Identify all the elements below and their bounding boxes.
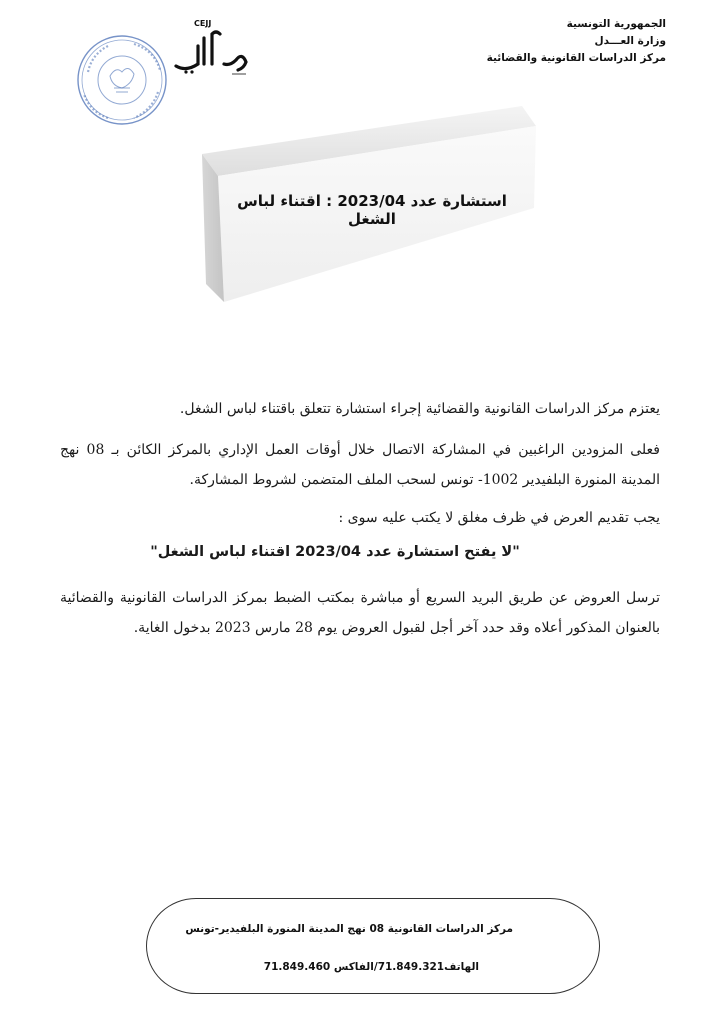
envelope-inscription: "لا يفتح استشارة عدد 2023/04 اقتناء لباس الشغل": [150, 544, 520, 560]
letterhead: [487, 16, 666, 67]
cejj-logo-icon: [172, 16, 252, 80]
logo-acronym: CEJJ: [194, 19, 212, 28]
document-title: استشارة عدد 2023/04 : اقتناء لباس الشغل: [237, 192, 507, 228]
title-box: [200, 104, 538, 304]
letterhead-ministry: وزارة العـــدل: [594, 35, 666, 47]
paragraph-suppliers: فعلى المزودين الراغبين في المشاركة الاتصال خلال أوقات العمل الإداري بالمركز الكائن بـ 08 نهج المدينة المنورة البلفيدير 1002- تونس لسحب الملف المتضمن لشروط المشاركة.: [60, 442, 660, 488]
paragraph-intro: يعتزم مركز الدراسات القانونية والقضائية إجراء استشارة تتعلق باقتناء لباس الشغل.: [179, 401, 660, 417]
letterhead-country: الجمهورية التونسية: [566, 18, 666, 30]
paragraph-deadline: ترسل العروض عن طريق البريد السريع أو مباشرة بمكتب الضبط بمركز الدراسات القانونية والقضائية بالعنوان المذكور أعلاه وقد حدد آخر أجل لقبول العروض يوم 28 مارس 2023 بدخول الغاية.: [60, 590, 660, 636]
footer-address: مركز الدراسات القانونية 08 نهج المدينة المنورة البلفيدير-تونس: [185, 923, 513, 935]
footer-contact: [146, 898, 600, 994]
paragraph-envelope: يجب تقديم العرض في ظرف مغلق لا يكتب عليه سوى :: [338, 510, 660, 526]
official-stamp-icon: [74, 32, 170, 128]
footer-phone-fax: الهاتف71.849.321/الفاكس 71.849.460: [263, 961, 479, 973]
letterhead-center: مركز الدراسات القانونية والقضائية: [486, 52, 666, 64]
